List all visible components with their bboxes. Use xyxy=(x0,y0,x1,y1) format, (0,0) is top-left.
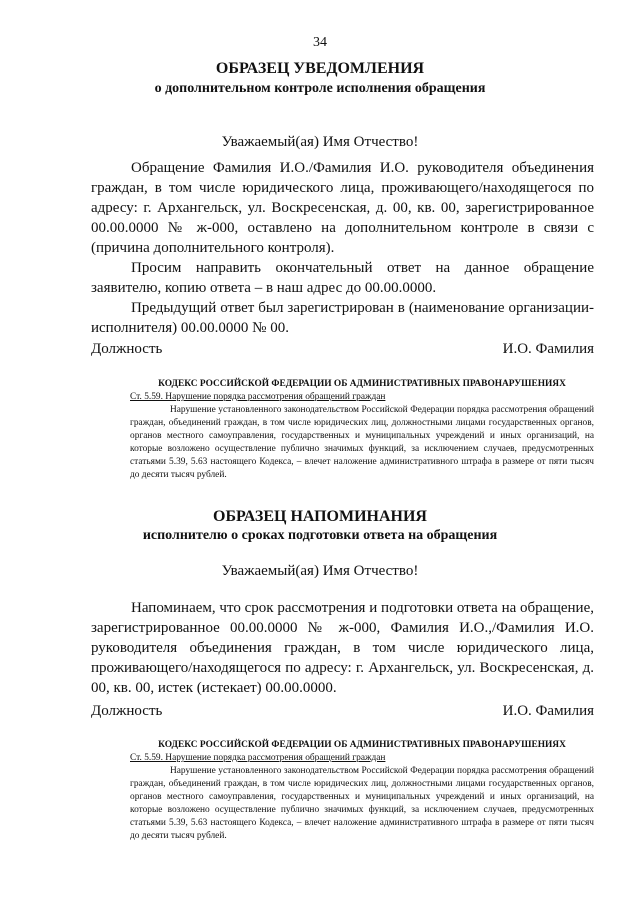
law-article: Ст. 5.59. Нарушение порядка рассмотрения обращений граждан xyxy=(130,753,386,763)
reminder-body xyxy=(91,598,594,698)
notice-body xyxy=(91,158,594,338)
notice-paragraph: Просим направить окончательный ответ на данное обращение заявителю, копию ответа – в наш адрес до 00.00.0000. xyxy=(91,260,594,296)
law-text: Нарушение установленного законодательством Российской Федерации порядка рассмотрения обращений граждан, объединений граждан, в том числе юридических лиц, должностными лицами государственных органов, органов местного самоуправления, государственных и муниципальных учреждений и иных организаций, на которые возложено осуществление публично значимых функций, за исключением случаев, предусмотренных статьями 5.39, 5.63 настоящего Кодекса, – влечет наложение административного штрафа в размере от пяти тысяч до десяти тысяч рублей. xyxy=(130,766,594,841)
law-text: Нарушение установленного законодательством Российской Федерации порядка рассмотрения обращений граждан, объединений граждан, в том числе юридических лиц, должностными лицами государственных органов, органов местного самоуправления, государственных и муниципальных учреждений и иных организаций, на которые возложено осуществление публично значимых функций, за исключением случаев, предусмотренных статьями 5.39, 5.63 настоящего Кодекса, – влечет наложение административного штрафа в размере от пяти тысяч до десяти тысяч рублей. xyxy=(130,405,594,480)
reminder-signature xyxy=(91,703,594,720)
reminder-law-excerpt xyxy=(130,739,594,843)
law-heading: КОДЕКС РОССИЙСКОЙ ФЕДЕРАЦИИ ОБ АДМИНИСТРАТИВНЫХ ПРАВОНАРУШЕНИЯХ xyxy=(158,379,566,389)
notice-title: ОБРАЗЕЦ УВЕДОМЛЕНИЯ xyxy=(215,60,425,77)
reminder-subtitle: исполнителю о сроках подготовки ответа на обращения xyxy=(142,528,498,543)
position-label: Должность xyxy=(91,703,163,719)
notice-paragraph: Предыдущий ответ был зарегистрирован в (наименование организации-исполнителя) 00.00.0000 № 00. xyxy=(91,300,594,336)
reminder-greeting: Уважаемый(ая) Имя Отчество! xyxy=(221,563,419,579)
notice-paragraph: Обращение Фамилия И.О./Фамилия И.О. руководителя объединения граждан, в том числе юридического лица, проживающего/находящегося по адресу: г. Архангельск, ул. Воскресенская, д. 00, кв. 00, зарегистрированное 00.00.0000 № ж-000, оставлено на дополнительном контроле в связи с (причина дополнительного контроля). xyxy=(91,160,594,256)
notice-greeting: Уважаемый(ая) Имя Отчество! xyxy=(221,134,419,150)
law-heading: КОДЕКС РОССИЙСКОЙ ФЕДЕРАЦИИ ОБ АДМИНИСТРАТИВНЫХ ПРАВОНАРУШЕНИЯХ xyxy=(158,740,566,750)
notice-law-excerpt xyxy=(130,378,594,482)
reminder-title: ОБРАЗЕЦ НАПОМИНАНИЯ xyxy=(213,508,427,525)
page-number: 34 xyxy=(313,35,327,50)
position-label: Должность xyxy=(91,341,163,357)
reminder-paragraph: Напоминаем, что срок рассмотрения и подготовки ответа на обращение, зарегистрированное 00.00.0000 № ж-000, Фамилия И.О.,/Фамилия И.О. руководителя объединения граждан, в том числе юридического лица, проживающего/находящегося по адресу: г. Архангельск, ул. Воскресенская, д. 00, кв. 00, истек (истекает) 00.00.0000. xyxy=(91,600,594,696)
signer-name: И.О. Фамилия xyxy=(502,703,594,719)
notice-subtitle: о дополнительном контроле исполнения обращения xyxy=(154,81,486,96)
signer-name: И.О. Фамилия xyxy=(502,341,594,357)
law-article: Ст. 5.59. Нарушение порядка рассмотрения обращений граждан xyxy=(130,392,386,402)
notice-signature xyxy=(91,341,594,358)
